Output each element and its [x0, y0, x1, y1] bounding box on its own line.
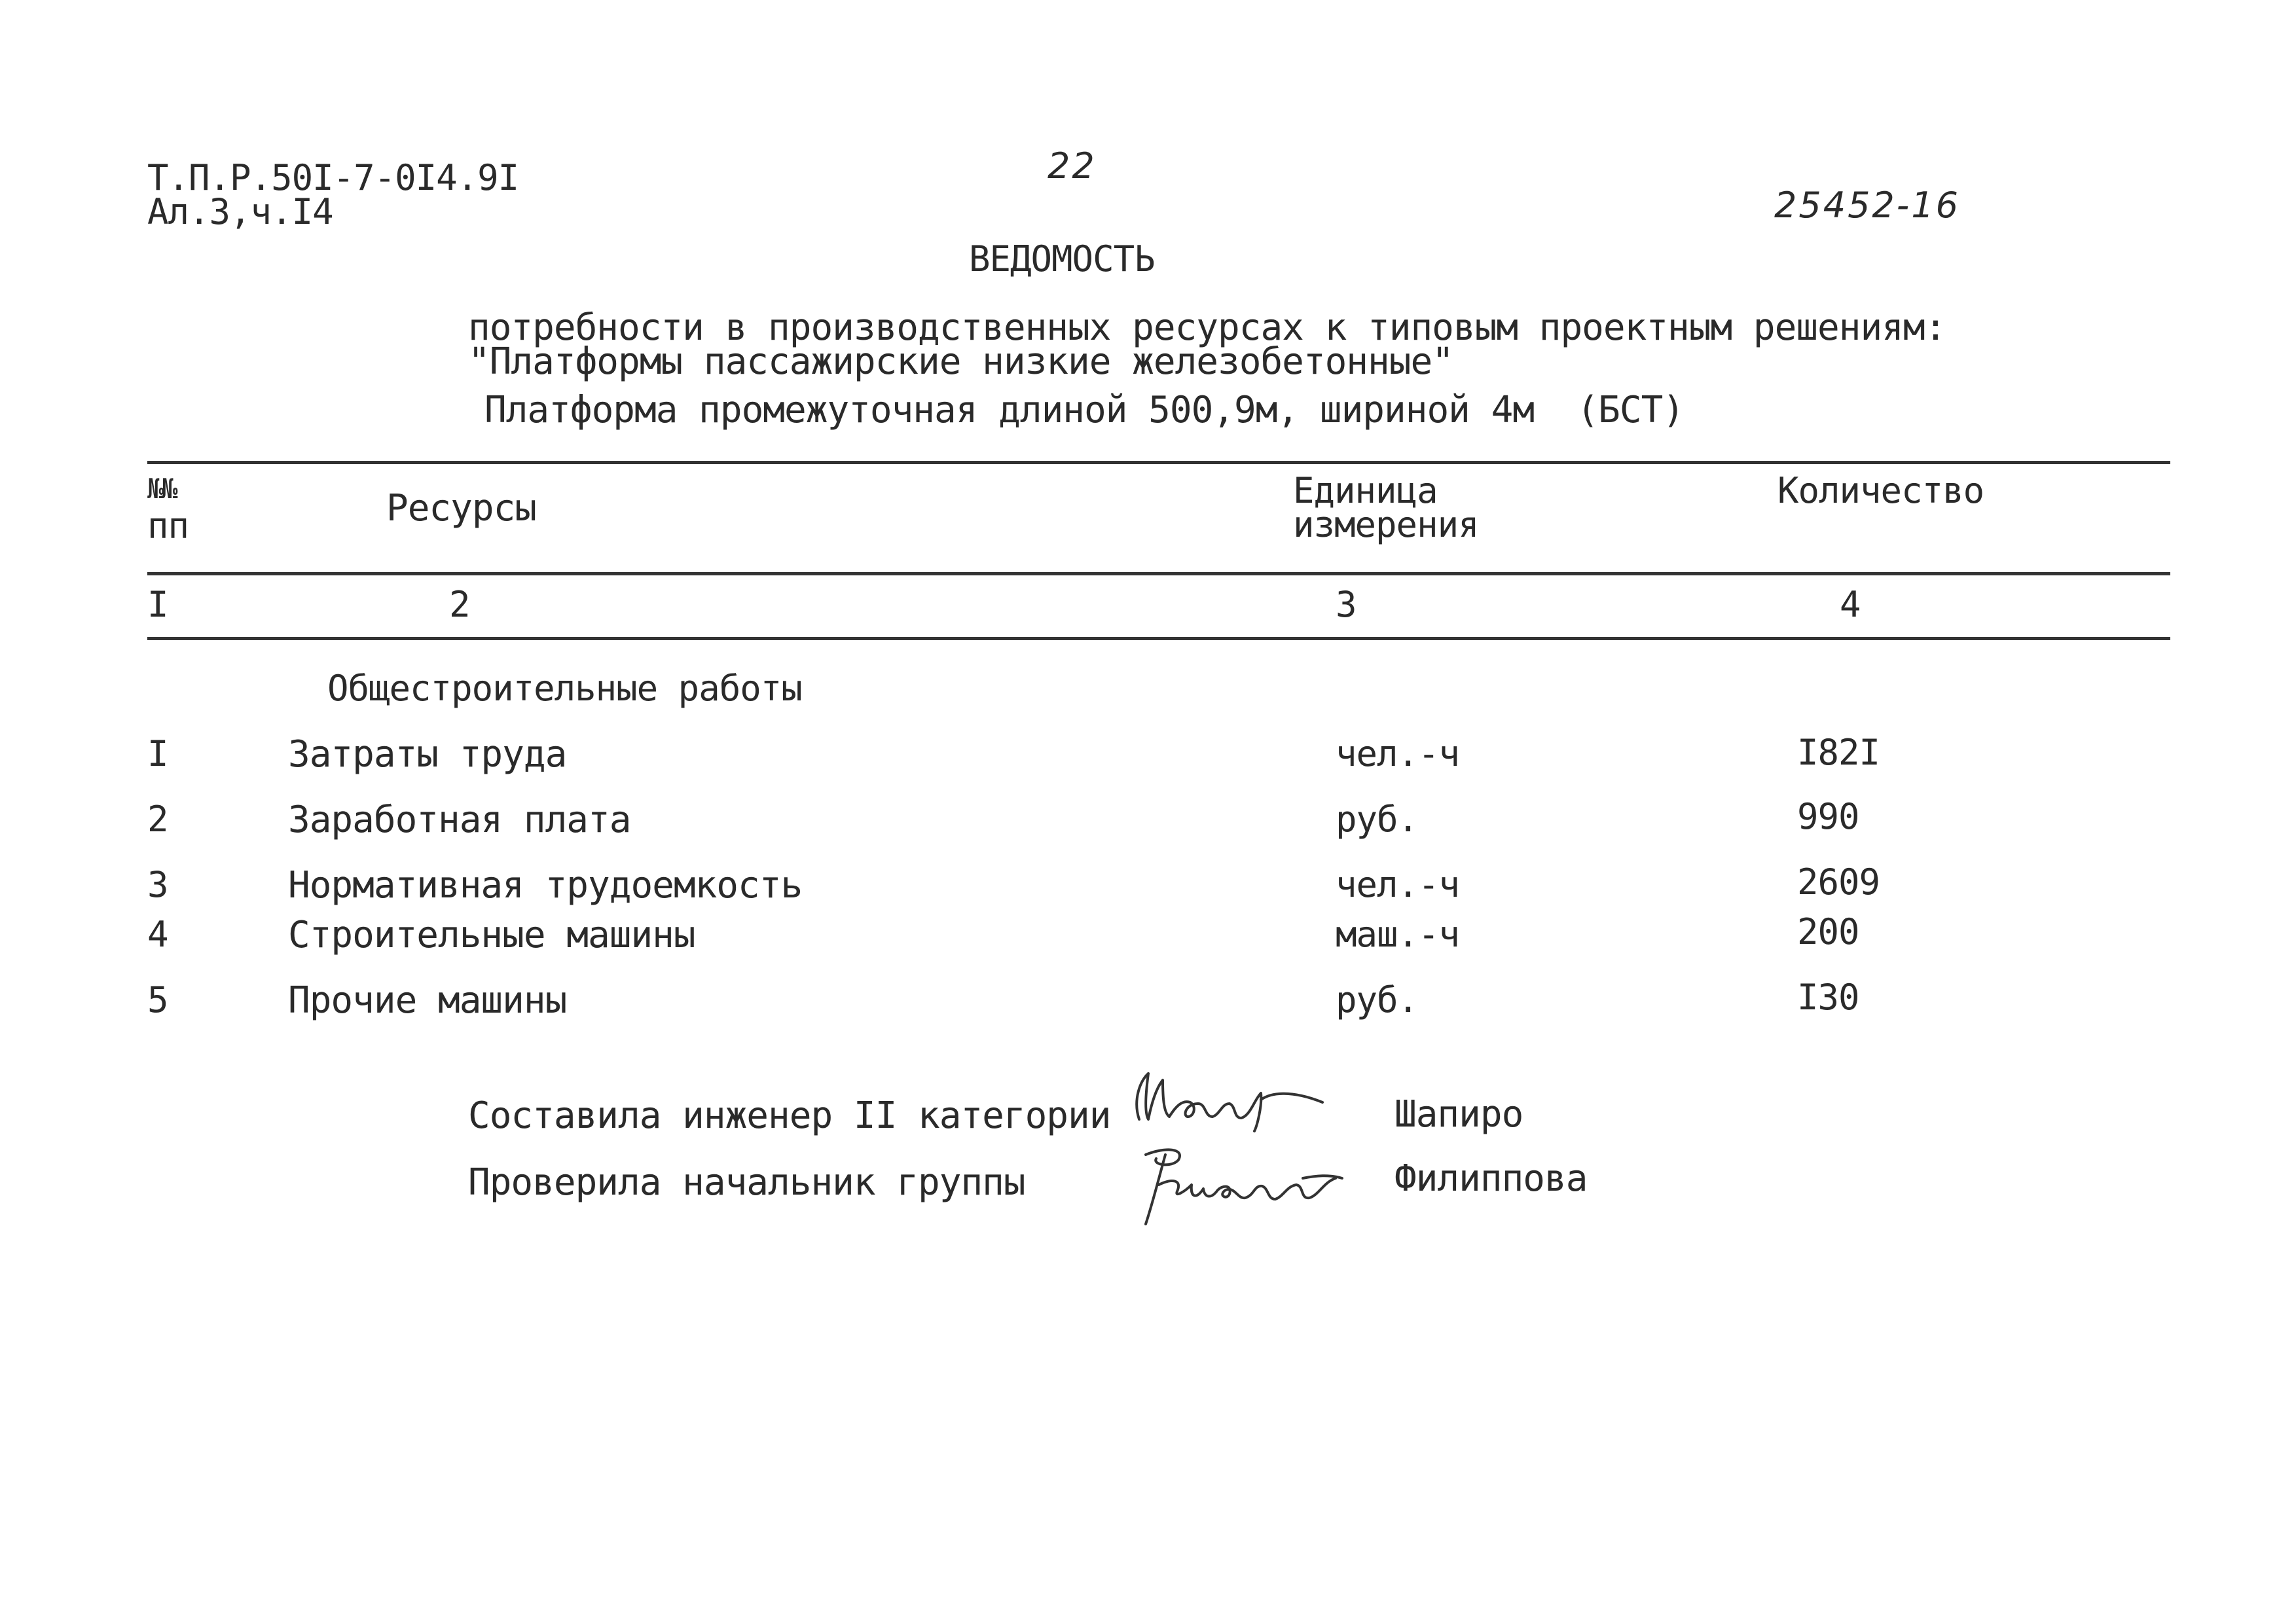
row-unit: чел.-ч	[1336, 864, 1460, 905]
signature-name: Шапиро	[1394, 1093, 1523, 1136]
row-number: 3	[147, 864, 168, 905]
header-num-line2: пп	[147, 505, 189, 547]
row-unit: руб.	[1336, 979, 1419, 1020]
column-number: 3	[1336, 584, 1357, 625]
row-unit: маш.-ч	[1336, 914, 1460, 955]
header-unit-line1: Единица	[1293, 470, 1438, 511]
row-quantity: I82I	[1797, 732, 1880, 773]
row-quantity: 200	[1797, 911, 1859, 952]
document-heading: ВЕДОМОСТЬ	[969, 238, 1155, 280]
column-number: I	[147, 584, 168, 625]
row-unit: чел.-ч	[1336, 733, 1460, 774]
row-resource: Прочие машины	[288, 979, 567, 1022]
table-header-rule	[147, 572, 2170, 575]
header-num-line1: №№	[147, 473, 175, 505]
title-line1: потребности в производственных ресурсах к типовым проектным решениям:	[468, 306, 1946, 349]
row-resource: Заработная плата	[288, 799, 631, 841]
table-top-rule	[147, 461, 2170, 464]
column-number: 2	[449, 584, 470, 625]
row-resource: Нормативная трудоемкость	[288, 864, 803, 907]
row-resource: Строительные машины	[288, 914, 695, 956]
header-resources: Ресурсы	[386, 487, 537, 530]
signature-role: Проверила начальник группы	[468, 1161, 1025, 1204]
title-line3: Платформа промежуточная длиной 500,9м, шириной 4м (БСТ)	[484, 389, 1685, 431]
signature-role: Составила инженер II категории	[468, 1094, 1111, 1137]
row-quantity: 2609	[1797, 861, 1880, 903]
row-unit: руб.	[1336, 799, 1419, 840]
doc-code-line1: Т.П.Р.50I-7-0I4.9I	[147, 157, 519, 198]
header-quantity: Количество	[1777, 470, 1984, 511]
section-title: Общестроительные работы	[327, 668, 802, 709]
handwritten-signature	[1126, 1060, 1349, 1132]
handwritten-signature	[1120, 1139, 1368, 1231]
signature-name: Филиппова	[1394, 1157, 1588, 1200]
row-quantity: 990	[1797, 796, 1859, 837]
doc-code-line2: Ал.3,ч.I4	[147, 191, 333, 232]
page-number: 22	[1048, 145, 1097, 187]
header-unit-line2: измерения	[1293, 504, 1479, 545]
row-number: 5	[147, 979, 168, 1020]
column-number: 4	[1840, 584, 1861, 625]
row-number: 4	[147, 914, 168, 955]
row-number: 2	[147, 799, 168, 840]
row-resource: Затраты труда	[288, 733, 567, 776]
title-line2: "Платформы пассажирские низкие железобетонные"	[468, 340, 1453, 383]
archive-number: 25452-16	[1774, 185, 1960, 226]
row-quantity: I30	[1797, 977, 1859, 1018]
row-number: I	[147, 733, 168, 774]
table-numbers-rule	[147, 637, 2170, 640]
